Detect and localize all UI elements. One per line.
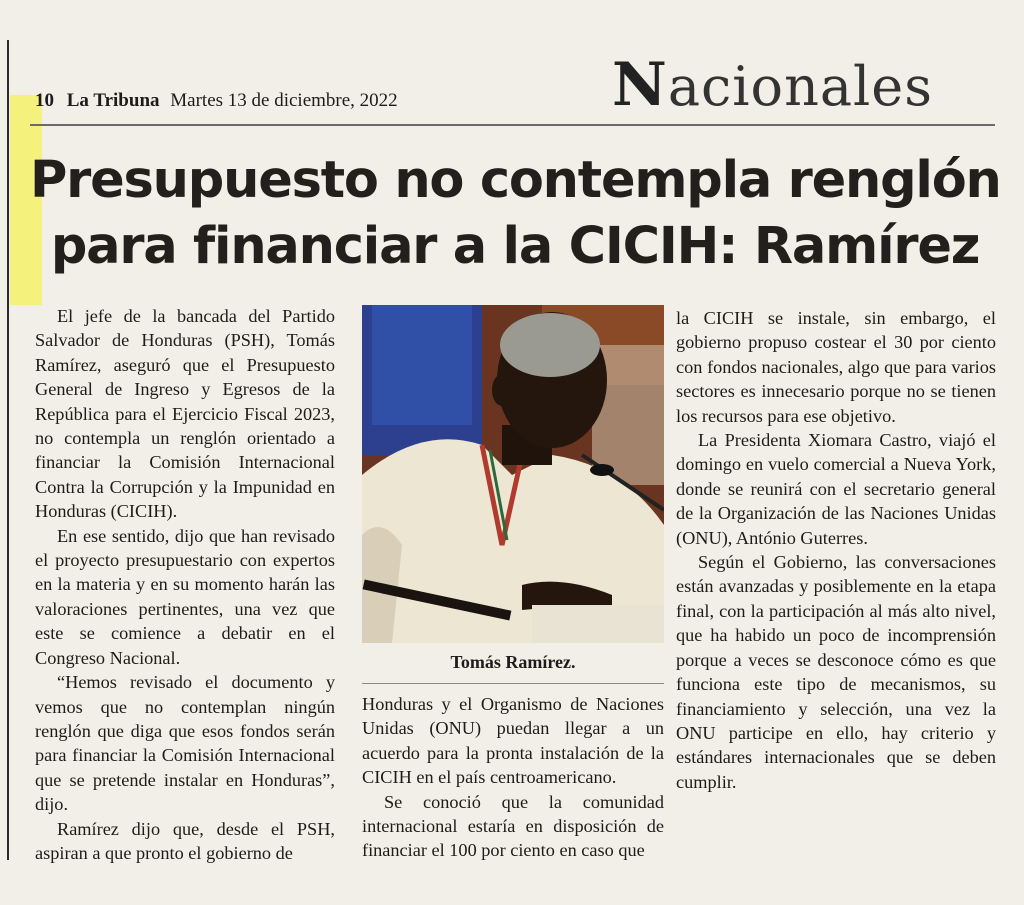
paragraph: Honduras y el Organismo de Naciones Unidas (ONU) puedan llegar a un acuerdo para la pronta instalación de la CICIH en el país centroamericano. (362, 694, 664, 788)
paragraph: La Presidenta Xiomara Castro, viajó el domingo en vuelo comercial a Nueva York, donde se reunirá con el secretario general de la Organización de las Naciones Unidas (ONU), António Guterres. (676, 430, 996, 548)
article-column-1 (35, 304, 335, 865)
headline (30, 148, 1000, 280)
paragraph: Según el Gobierno, las conversaciones están avanzadas y posiblemente en la etapa final, con la participación al más alto nivel, que ha habido un poco de incomprensión porque a veces se desconoce cómo es que funciona este tipo de mecanismos, su financiamiento y selección, una vez la ONU participe en ello, hay criterio y estándares internacionales que se deben cumplir. (676, 552, 996, 792)
article-column-3 (676, 306, 996, 794)
paragraph: la CICIH se instale, sin embargo, el gobierno propuso costear el 30 por ciento con fondos nacionales, algo que para varios sectores es innecesario porque no se tienen los recursos para ese objetivo. (676, 308, 996, 426)
paragraph: Se conoció que la comunidad internacional estaría en disposición de financiar el 100 por ciento en caso que (362, 791, 664, 861)
photo-caption: Tomás Ramírez. (450, 652, 576, 672)
paragraph: “Hemos revisado el documento y vemos que no contemplan ningún renglón que diga que esos fondos serán para financiar la Comisión Internacional que se pretende instalar en Honduras”, dijo. (35, 672, 335, 815)
headline-line-1: Presupuesto no contempla renglón (30, 151, 1001, 210)
page-folio (35, 90, 398, 112)
paragraph: El jefe de la bancada del Partido Salvador de Honduras (PSH), Tomás Ramírez, aseguró que el Presupuesto General de Ingreso y Egresos de la República para el Ejercicio Fiscal 2023, no contempla un renglón orientado a financiar la Comisión Internacional Contra la Corrupción y la Impunidad en Honduras (CICIH). (35, 306, 335, 522)
portrait-illustration (362, 305, 664, 643)
section-rest: acionales (667, 55, 933, 118)
newspaper-name: La Tribuna (66, 90, 160, 111)
photo-tomas-ramirez (362, 305, 664, 643)
paragraph: Ramírez dijo que, desde el PSH, aspiran a que pronto el gobierno de (35, 818, 335, 863)
section-title (612, 50, 933, 120)
article-column-2 (362, 692, 664, 863)
paragraph: En ese sentido, dijo que han revisado el proyecto presupuestario con expertos en la materia y en su momento harán las valoraciones pertinentes, una vez que este se comience a debatir en el Congreso Nacional. (35, 525, 335, 668)
section-initial: N (612, 50, 668, 120)
headline-line-2: para financiar a la CICIH: Ramírez (50, 217, 980, 276)
page-edge-rule (7, 40, 9, 860)
issue-date: Martes 13 de diciembre, 2022 (170, 90, 398, 111)
page-number: 10 (35, 90, 54, 111)
caption-rule (362, 683, 664, 684)
header-rule (30, 124, 995, 126)
